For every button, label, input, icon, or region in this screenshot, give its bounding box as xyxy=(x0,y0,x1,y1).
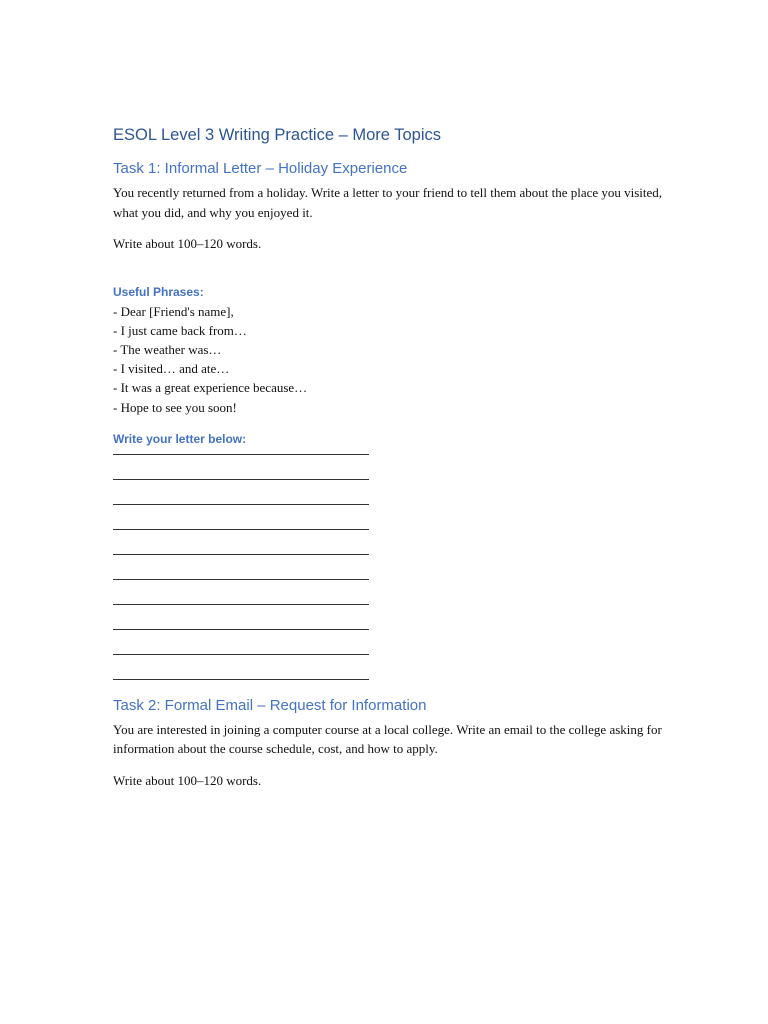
useful-phrases-list xyxy=(113,302,673,417)
writing-line xyxy=(113,479,369,480)
writing-line xyxy=(113,529,369,530)
task2-prompt: You are interested in joining a computer course at a local college. Write an email to the college asking for information about the course schedule, cost, and how to apply. xyxy=(113,721,662,757)
writing-line xyxy=(113,554,369,555)
task1-prompt: You recently returned from a holiday. Write a letter to your friend to tell them about the place you visited, what you did, and why you enjoyed it. xyxy=(113,185,663,220)
useful-phrases-label: Useful Phrases: xyxy=(113,284,204,299)
writing-lines xyxy=(113,454,673,680)
phrase-item: - I visited… and ate… xyxy=(113,361,230,377)
writing-line xyxy=(113,454,369,455)
phrase-item: - Hope to see you soon! xyxy=(113,399,237,415)
phrase-item: - Dear [Friend's name], xyxy=(113,303,234,319)
phrase-item: - The weather was… xyxy=(113,341,222,357)
writing-line xyxy=(113,604,369,605)
task2-heading: Task 2: Formal Email – Request for Information xyxy=(113,696,427,714)
writing-line xyxy=(113,629,369,630)
phrase-item: - It was a great experience because… xyxy=(113,380,308,396)
document-page xyxy=(113,124,673,802)
document-title: ESOL Level 3 Writing Practice – More Topics xyxy=(113,126,442,144)
writing-line xyxy=(113,679,369,680)
task2-word-count: Write about 100–120 words. xyxy=(113,772,262,788)
writing-line xyxy=(113,579,369,580)
write-letter-label: Write your letter below: xyxy=(113,431,247,446)
writing-line xyxy=(113,654,369,655)
writing-line xyxy=(113,504,369,505)
phrase-item: - I just came back from… xyxy=(113,322,247,338)
task1-heading: Task 1: Informal Letter – Holiday Experience xyxy=(113,160,408,177)
task1-word-count: Write about 100–120 words. xyxy=(113,236,262,251)
